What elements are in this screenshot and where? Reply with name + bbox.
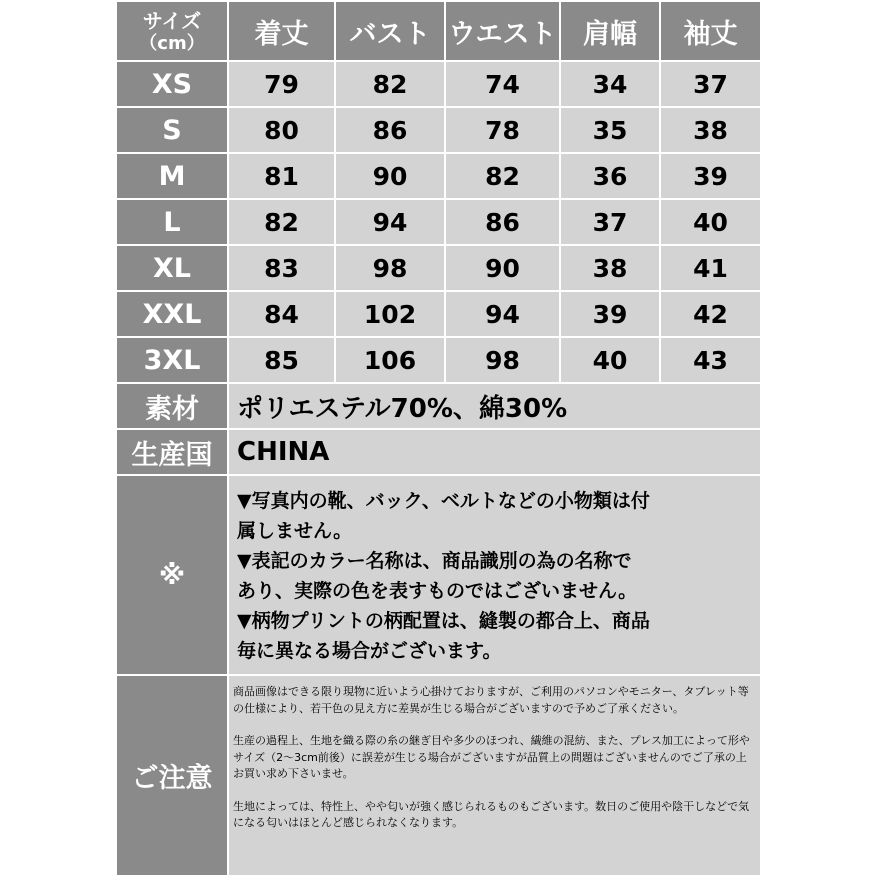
value-cell: 98 [445, 337, 560, 383]
origin-value: CHINA [228, 429, 761, 475]
col-header-waist: ウエスト [445, 1, 560, 61]
col-header-length: 着丈 [228, 1, 335, 61]
value-cell: 82 [228, 199, 335, 245]
value-cell: 39 [560, 291, 660, 337]
value-cell: 36 [560, 153, 660, 199]
material-label: 素材 [116, 383, 228, 429]
notes-line: 毎に異なる場合がございます。 [237, 640, 502, 662]
col-header-shoulder: 肩幅 [560, 1, 660, 61]
value-cell: 94 [445, 291, 560, 337]
value-cell: 37 [560, 199, 660, 245]
size-row-3xl [116, 337, 761, 383]
caution-paragraph: 生産の過程上、生地を織る際の糸の継ぎ目や多少のほつれ、繊維の混紡、また、プレス加工によって形やサイズ（2～3cm前後）に誤差が生じる場合がございますが品質上の問題はございませんのでご了承の上お買い求め下さいませ。 [233, 734, 750, 780]
caution-row [116, 675, 761, 876]
size-label: XL [116, 245, 228, 291]
value-cell: 35 [560, 107, 660, 153]
size-label: XXL [116, 291, 228, 337]
caution-paragraph: 商品画像はできる限り現物に近いよう心掛けておりますが、ご利用のパソコンやモニター、タブレット等の仕様により、若干色の見え方に差異が生じる場合がございますので予めご了承ください。 [233, 685, 749, 715]
notes-line: ▼柄物プリントの柄配置は、縫製の都合上、商品 [237, 610, 650, 632]
value-cell: 84 [228, 291, 335, 337]
value-cell: 74 [445, 61, 560, 107]
size-header-label: サイズ [142, 9, 202, 33]
value-cell: 80 [228, 107, 335, 153]
caution-label: ご注意 [116, 675, 228, 876]
value-cell: 41 [660, 245, 761, 291]
value-cell: 94 [335, 199, 445, 245]
value-cell: 82 [445, 153, 560, 199]
size-label: 3XL [116, 337, 228, 383]
value-cell: 102 [335, 291, 445, 337]
value-cell: 79 [228, 61, 335, 107]
value-cell: 40 [660, 199, 761, 245]
value-cell: 37 [660, 61, 761, 107]
col-header-sleeve: 袖丈 [660, 1, 761, 61]
caution-text [228, 675, 761, 876]
value-cell: 38 [660, 107, 761, 153]
value-cell: 86 [335, 107, 445, 153]
notes-line: あり、実際の色を表すものではございません。 [237, 580, 638, 602]
size-label: L [116, 199, 228, 245]
value-cell: 40 [560, 337, 660, 383]
caution-paragraph: 生地によっては、特性上、やや匂いが強く感じられるものもございます。数日のご使用や陰干しなどで気になる匂いはほとんど感じられなくなります。 [233, 799, 750, 829]
value-cell: 83 [228, 245, 335, 291]
value-cell: 81 [228, 153, 335, 199]
material-value: ポリエステル70%、綿30% [228, 383, 761, 429]
notes-text [228, 475, 761, 675]
size-label: XS [116, 61, 228, 107]
size-row-xxl [116, 291, 761, 337]
header-row [116, 1, 761, 61]
value-cell: 90 [335, 153, 445, 199]
size-row-s [116, 107, 761, 153]
size-table [115, 0, 762, 877]
value-cell: 34 [560, 61, 660, 107]
size-row-l [116, 199, 761, 245]
value-cell: 106 [335, 337, 445, 383]
notes-row [116, 475, 761, 675]
material-row [116, 383, 761, 429]
size-label: M [116, 153, 228, 199]
value-cell: 39 [660, 153, 761, 199]
size-row-xl [116, 245, 761, 291]
size-row-xs [116, 61, 761, 107]
value-cell: 82 [335, 61, 445, 107]
origin-label: 生産国 [116, 429, 228, 475]
value-cell: 38 [560, 245, 660, 291]
size-row-m [116, 153, 761, 199]
notes-line: ▼写真内の靴、バック、ベルトなどの小物類は付 [237, 490, 650, 512]
size-unit-header [116, 1, 228, 61]
value-cell: 42 [660, 291, 761, 337]
size-chart-sheet [115, 0, 760, 875]
value-cell: 98 [335, 245, 445, 291]
value-cell: 43 [660, 337, 761, 383]
value-cell: 85 [228, 337, 335, 383]
col-header-bust: バスト [335, 1, 445, 61]
notes-line: ▼表記のカラー名称は、商品識別の為の名称で [237, 550, 632, 572]
origin-row [116, 429, 761, 475]
value-cell: 78 [445, 107, 560, 153]
notes-line: 属しません。 [237, 520, 353, 542]
value-cell: 86 [445, 199, 560, 245]
size-label: S [116, 107, 228, 153]
value-cell: 90 [445, 245, 560, 291]
unit-label: （cm） [139, 33, 205, 54]
notes-mark: ※ [116, 475, 228, 675]
